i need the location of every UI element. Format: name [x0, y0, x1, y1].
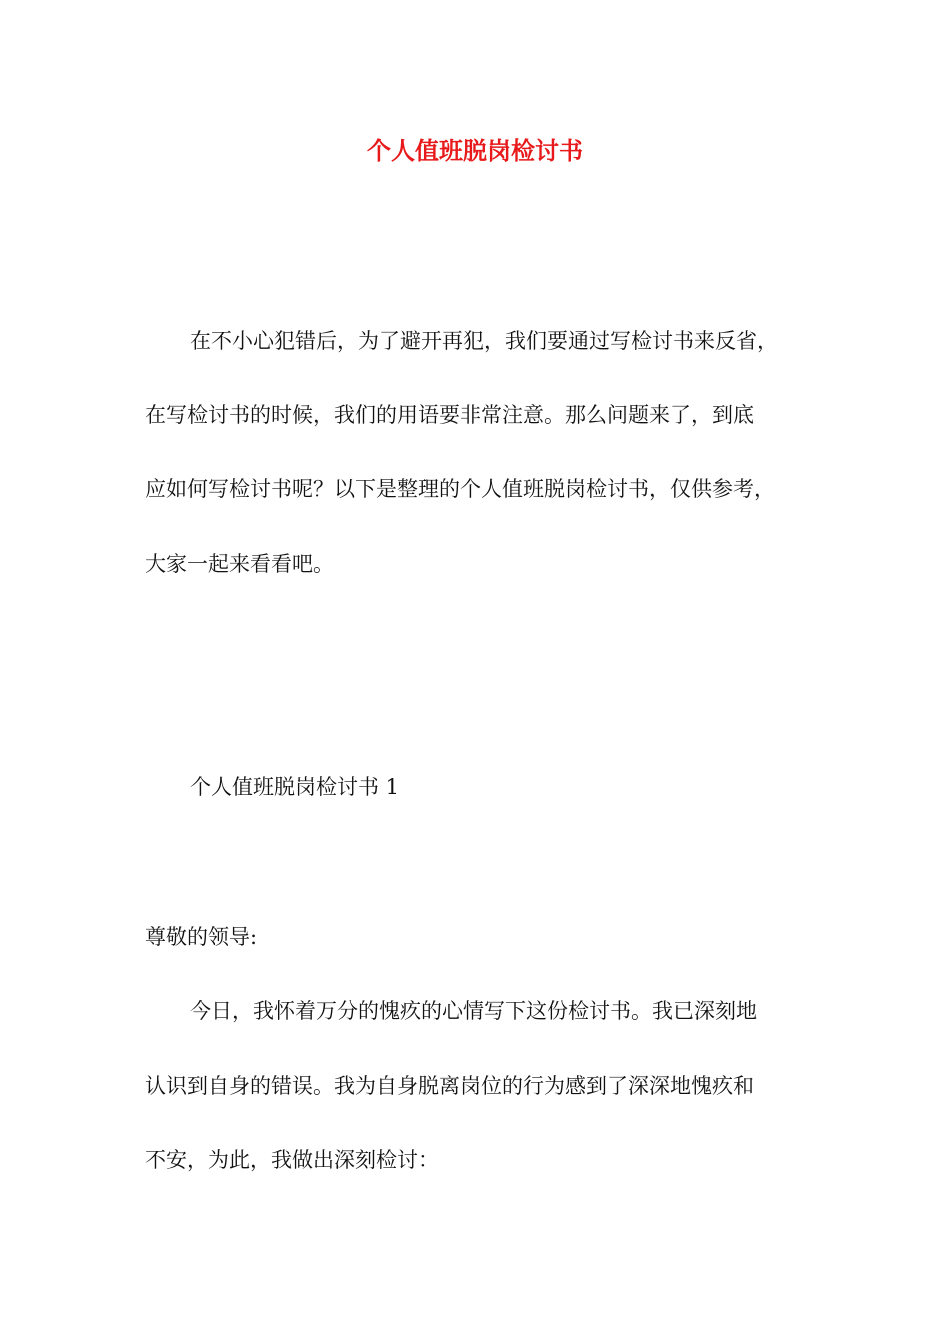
intro-line-4: 大家一起来看看吧。 [145, 552, 334, 576]
body-line-2: 认识到自身的错误。我为自身脱离岗位的行为感到了深深地愧疚和 [145, 1074, 754, 1098]
intro-line-2: 在写检讨书的时候，我们的用语要非常注意。那么问题来了，到底 [145, 403, 754, 427]
intro-line-3: 应如何写检讨书呢？以下是整理的个人值班脱岗检讨书，仅供参考， [145, 477, 775, 501]
intro-line-1: 在不小心犯错后，为了避开再犯，我们要通过写检讨书来反省， [190, 329, 778, 353]
salutation: 尊敬的领导: [145, 925, 258, 949]
body-line-3: 不安，为此，我做出深刻检讨： [145, 1148, 439, 1172]
body-line-1: 今日，我怀着万分的愧疚的心情写下这份检讨书。我已深刻地 [190, 999, 757, 1023]
document-title: 个人值班脱岗检讨书 [367, 136, 583, 165]
section-heading: 个人值班脱岗检讨书 1 [190, 775, 400, 799]
